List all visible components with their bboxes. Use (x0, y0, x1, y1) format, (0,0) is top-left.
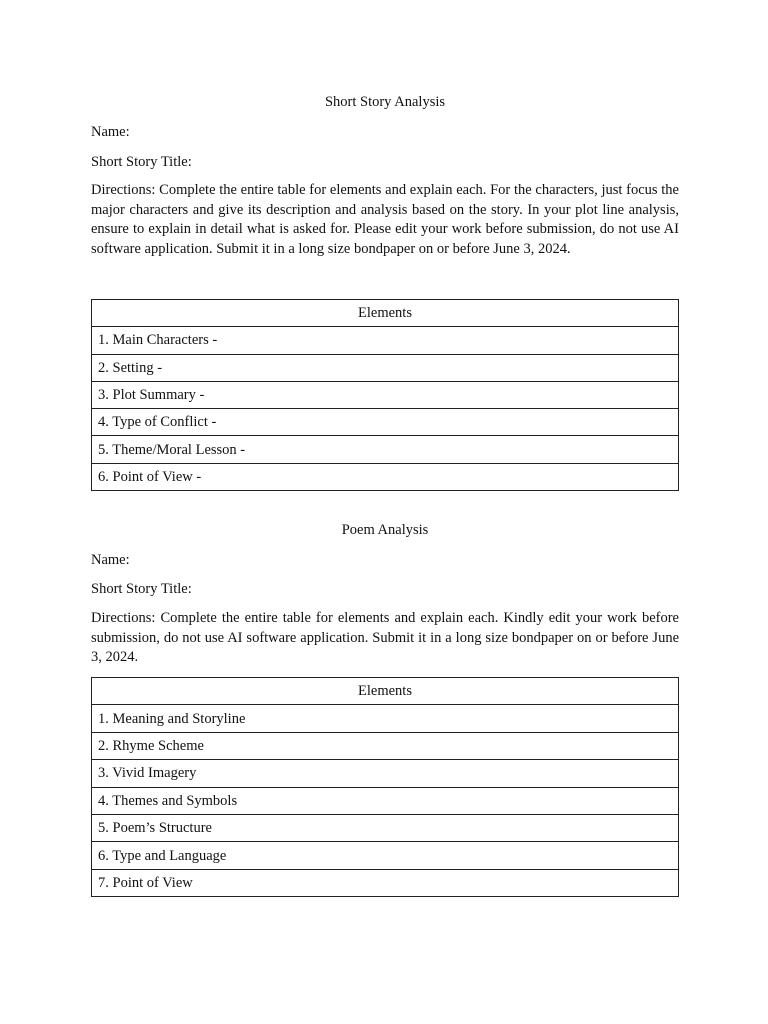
table-row (92, 354, 679, 381)
table-header-row (92, 678, 679, 705)
table-row (92, 869, 679, 896)
short-story-name-label: Name: (91, 124, 130, 140)
table-cell: 6. Type and Language (92, 842, 679, 869)
poem-name-label: Name: (91, 552, 130, 568)
table-cell: 2. Setting - (92, 354, 679, 381)
table-cell: 4. Themes and Symbols (92, 787, 679, 814)
table-cell: 2. Rhyme Scheme (92, 732, 679, 759)
poem-title-label: Short Story Title: (91, 581, 192, 597)
table-row (92, 760, 679, 787)
short-story-heading: Short Story Analysis (324, 94, 446, 110)
table-header-row (92, 300, 679, 327)
table-cell: 7. Point of View (92, 869, 679, 896)
table-row (92, 705, 679, 732)
table-row (92, 463, 679, 490)
table-row (92, 327, 679, 354)
table-row (92, 842, 679, 869)
table-row (92, 732, 679, 759)
table-row (92, 381, 679, 408)
poem-elements-table (91, 677, 679, 897)
short-story-directions: Directions: Complete the entire table for elements and explain each. For the characters, just focus the major characters and give its description and analysis based on the story. In your plot line analysis, ensure to explain in detail what is asked for. Please edit your work before submission, do not use AI software application. Submit it in a long size bondpaper on or before June 3, 2024. (91, 182, 679, 257)
table-cell: 3. Vivid Imagery (92, 760, 679, 787)
short-story-title-label: Short Story Title: (91, 154, 192, 170)
table-cell: 5. Theme/Moral Lesson - (92, 436, 679, 463)
table-row (92, 409, 679, 436)
table-header-cell: Elements (92, 678, 679, 705)
table-cell: 5. Poem’s Structure (92, 814, 679, 841)
short-story-elements-table (91, 299, 679, 491)
table-row (92, 787, 679, 814)
table-row (92, 436, 679, 463)
table-cell: 1. Meaning and Storyline (92, 705, 679, 732)
table-cell: 4. Type of Conflict - (92, 409, 679, 436)
table-cell: 1. Main Characters - (92, 327, 679, 354)
table-cell: 6. Point of View - (92, 463, 679, 490)
table-header-cell: Elements (92, 300, 679, 327)
table-cell: 3. Plot Summary - (92, 381, 679, 408)
poem-directions: Directions: Complete the entire table for elements and explain each. Kindly edit your work before submission, do not use AI software application. Submit it in a long size bondpaper on or before June 3, 2024. (91, 610, 679, 665)
poem-heading: Poem Analysis (341, 522, 429, 538)
table-row (92, 814, 679, 841)
